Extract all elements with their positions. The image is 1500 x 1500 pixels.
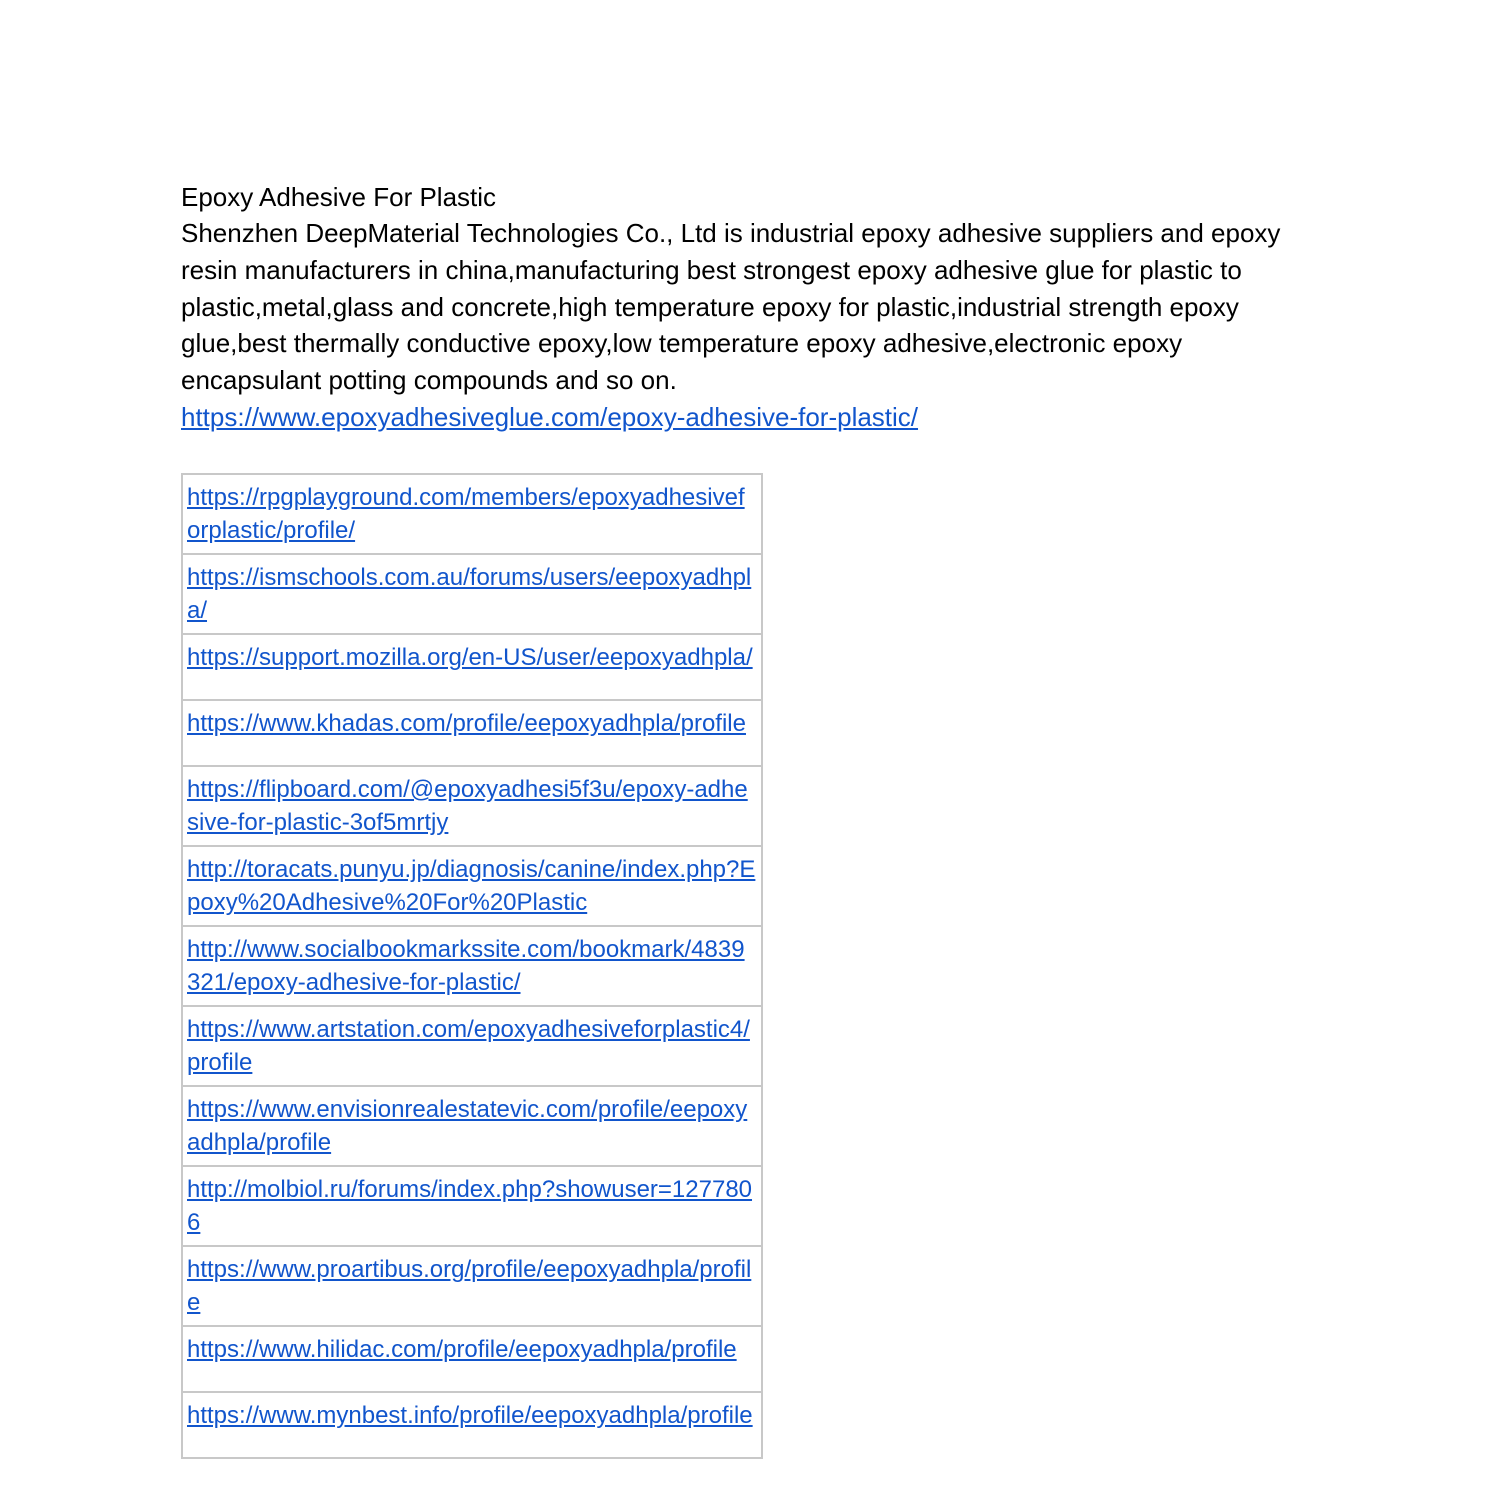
table-link[interactable]: https://www.proartibus.org/profile/eepoxyadhpla/profile: [187, 1256, 752, 1316]
table-cell: [182, 1006, 762, 1086]
table-cell: [182, 1166, 762, 1246]
table-link[interactable]: https://flipboard.com/@epoxyadhesi5f3u/epoxy-adhesive-for-plastic-3of5mrtjy: [187, 776, 748, 836]
table-link[interactable]: http://molbiol.ru/forums/index.php?showuser=1277806: [187, 1176, 753, 1236]
table-cell: [182, 634, 762, 700]
document-page: [181, 179, 1291, 435]
table-cell: [182, 700, 762, 766]
table-link[interactable]: https://www.envisionrealestatevic.com/profile/eepoxyadhpla/profile: [187, 1096, 748, 1156]
table-row: [182, 554, 762, 634]
table-cell: [182, 1392, 762, 1458]
table-row: [182, 1392, 762, 1458]
table-row: [182, 846, 762, 926]
table-cell: [182, 766, 762, 846]
table-link[interactable]: https://www.artstation.com/epoxyadhesiveforplastic4/profile: [187, 1016, 750, 1076]
table-row: [182, 634, 762, 700]
table-cell: [182, 1086, 762, 1166]
table-row: [182, 1246, 762, 1326]
table-cell: [182, 554, 762, 634]
table-cell: [182, 1246, 762, 1326]
table-row: [182, 766, 762, 846]
table-link[interactable]: https://www.khadas.com/profile/eepoxyadhpla/profile: [187, 710, 746, 737]
table-cell: [182, 846, 762, 926]
table-link[interactable]: https://ismschools.com.au/forums/users/eepoxyadhpla/: [187, 564, 752, 624]
table-row: [182, 926, 762, 1006]
table-row: [182, 474, 762, 554]
table-row: [182, 1166, 762, 1246]
table-row: [182, 1006, 762, 1086]
table-link[interactable]: https://www.mynbest.info/profile/eepoxyadhpla/profile: [187, 1402, 753, 1429]
table-link[interactable]: https://support.mozilla.org/en-US/user/eepoxyadhpla/: [187, 644, 753, 671]
links-table: [181, 473, 763, 1459]
document-title: Epoxy Adhesive For Plastic: [181, 182, 497, 212]
table-link[interactable]: http://toracats.punyu.jp/diagnosis/canine/index.php?Epoxy%20Adhesive%20For%20Plastic: [187, 856, 756, 916]
table-cell: [182, 474, 762, 554]
table-row: [182, 700, 762, 766]
table-row: [182, 1326, 762, 1392]
main-link[interactable]: https://www.epoxyadhesiveglue.com/epoxy-adhesive-for-plastic/: [181, 401, 919, 432]
table-row: [182, 1086, 762, 1166]
document-body: Shenzhen DeepMaterial Technologies Co., Ltd is industrial epoxy adhesive suppliers and epoxy resin manufacturers in china,manufacturing best strongest epoxy adhesive glue for plastic to plastic,metal,glass and concrete,high temperature epoxy for plastic,industrial strength epoxy glue,best thermally conductive epoxy,low temperature epoxy adhesive,electronic epoxy encapsulant potting compounds and so on.: [181, 218, 1281, 396]
table-link[interactable]: http://www.socialbookmarkssite.com/bookmark/4839321/epoxy-adhesive-for-plastic/: [187, 936, 745, 996]
table-link[interactable]: https://rpgplayground.com/members/epoxyadhesiveforplastic/profile/: [187, 484, 745, 544]
table-cell: [182, 926, 762, 1006]
table-link[interactable]: https://www.hilidac.com/profile/eepoxyadhpla/profile: [187, 1336, 737, 1363]
table-cell: [182, 1326, 762, 1392]
